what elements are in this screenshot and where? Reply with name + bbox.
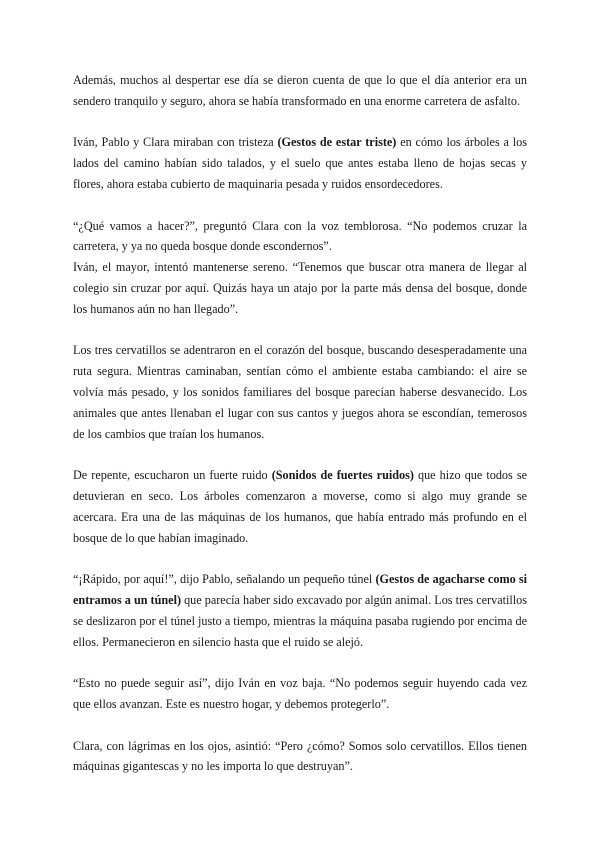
paragraph-7 [73, 569, 527, 652]
paragraph-4 [73, 257, 527, 319]
paragraph-text: que parecía haber sido excavado por algún animal. Los tres cervatillos se deslizaron por el túnel justo a tiempo, mientras la máquina pasaba rugiendo por encima de ellos. Permanecieron en silencio hasta que el ruido se alejó. [73, 592, 527, 649]
paragraph-text: que hizo que todos se detuvieran en seco. Los árboles comenzaron a moverse, como si algo muy grande se acercara. Era una de las máquinas de los humanos, que había entrado más profundo en el bosque de lo que habían imaginado. [73, 468, 527, 545]
paragraph-3 [73, 216, 527, 258]
paragraph-text: “¡Rápido, por aquí!”, dijo Pablo, señalando un pequeño túnel [73, 572, 376, 587]
paragraph-text: Iván, Pablo y Clara miraban con tristeza [73, 135, 278, 150]
stage-direction-crouch-tunnel: (Gestos de agacharse como si entramos a un túnel) [73, 572, 528, 607]
paragraph-text: Iván, el mayor, intentó mantenerse sereno. “Tenemos que buscar otra manera de llegar al colegio sin cruzar por aquí. Quizás haya un atajo por la parte más densa del bosque, donde los humanos aún no han llegado”. [73, 260, 527, 316]
paragraph-8 [73, 673, 527, 715]
stage-direction-loud-noises: (Sonidos de fuertes ruidos) [271, 468, 414, 483]
paragraph-9 [73, 736, 527, 778]
paragraph-5 [73, 340, 527, 444]
paragraph-text: “¿Qué vamos a hacer?”, preguntó Clara con la voz temblorosa. “No podemos cruzar la carretera, y ya no queda bosque donde escondernos”. [73, 218, 527, 254]
paragraph-text: Clara, con lágrimas en los ojos, asintió: “Pero ¿cómo? Somos solo cervatillos. Ellos tienen máquinas gigantescas y no les importa lo que destruyan”. [73, 738, 527, 774]
document-body [73, 70, 527, 798]
paragraph-2 [73, 132, 527, 194]
paragraph-text: Además, muchos al despertar ese día se dieron cuenta de que lo que el día anterior era un sendero tranquilo y seguro, ahora se había transformado en una enorme carretera de asfalto. [73, 73, 527, 108]
paragraph-1 [73, 70, 527, 112]
stage-direction-sad-gestures: (Gestos de estar triste) [277, 135, 397, 150]
paragraph-text: en cómo los árboles a los lados del camino habían sido talados, y el suelo que antes estaba lleno de hojas secas y flores, ahora estaba cubierto de maquinaria pesada y ruidos ensordecedores. [73, 135, 527, 191]
paragraph-text: De repente, escucharon un fuerte ruido [73, 468, 272, 483]
paragraph-text: Los tres cervatillos se adentraron en el corazón del bosque, buscando desesperadamente una ruta segura. Mientras caminaban, sentían cómo el ambiente estaba cambiando: el aire se volvía más pesado, y los sonidos familiares del bosque parecían haberse desvanecido. Los animales que antes llenaban el lugar con sus cantos y juegos ahora se escondían, temerosos de los cambios que traían los humanos. [73, 343, 527, 441]
paragraph-text: “Esto no puede seguir así”, dijo Iván en voz baja. “No podemos seguir huyendo cada vez que ellos avanzan. Este es nuestro hogar, y debemos protegerlo”. [73, 676, 527, 711]
paragraph-6 [73, 465, 527, 548]
